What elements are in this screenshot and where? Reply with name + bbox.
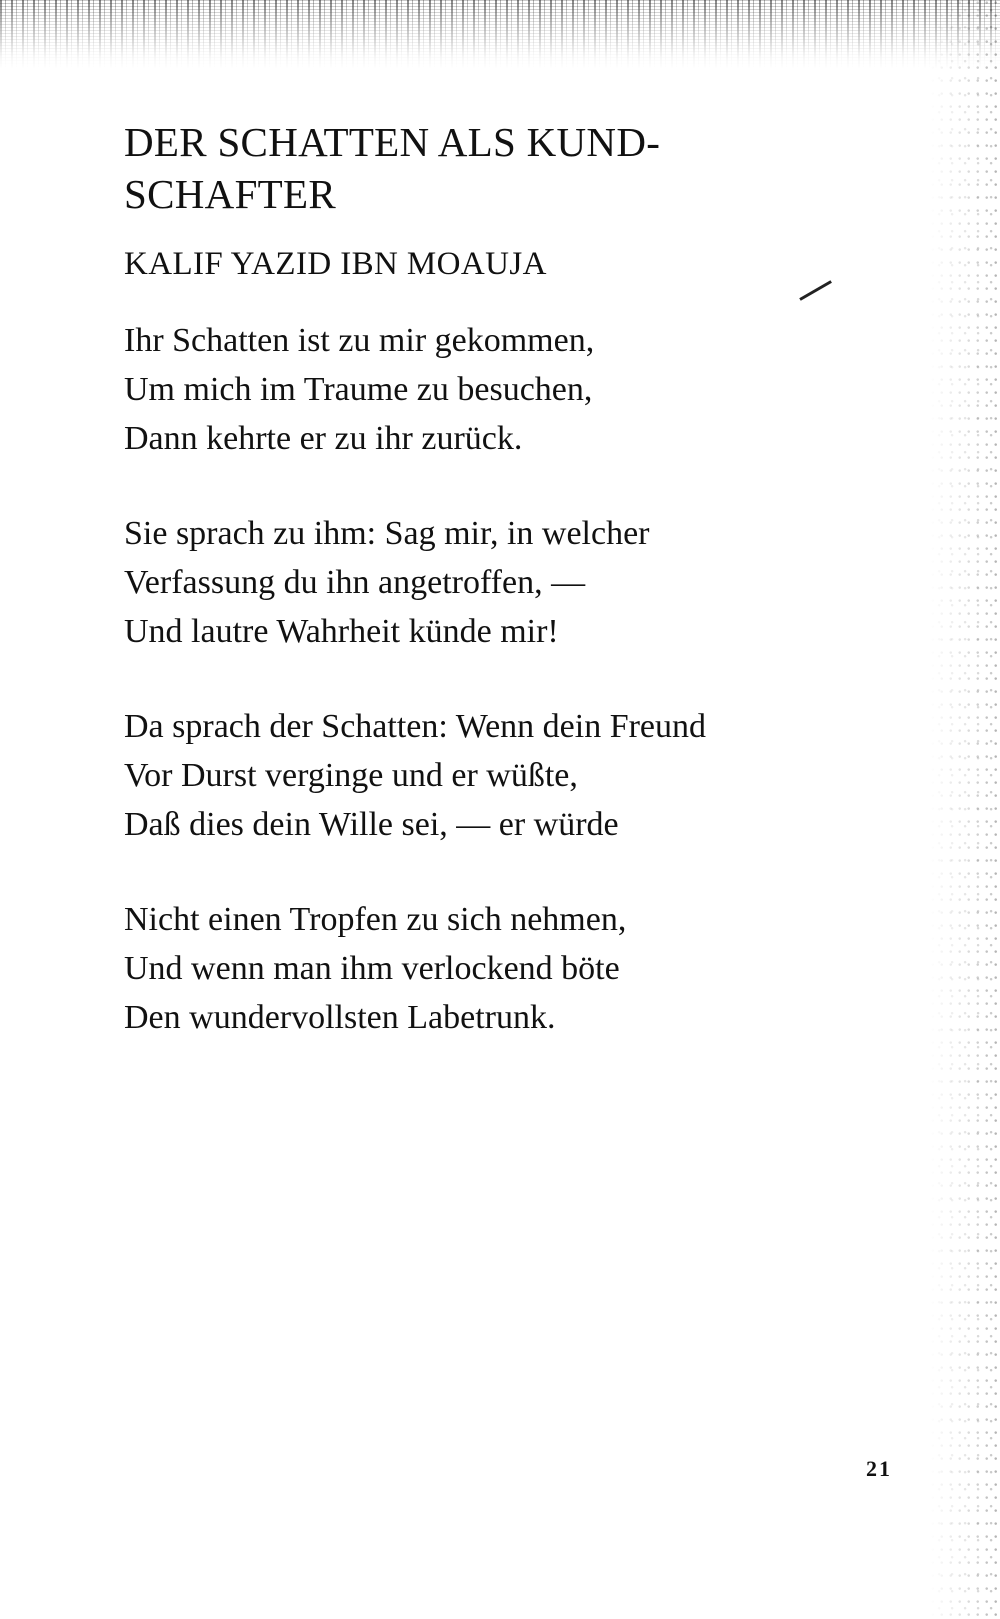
verse-line: Und lautre Wahrheit künde mir! bbox=[124, 613, 559, 650]
poem-title-line-2: SCHAFTER bbox=[124, 171, 337, 217]
scan-noise-top bbox=[0, 0, 1000, 70]
verse-line: Sie sprach zu ihm: Sag mir, in welcher bbox=[124, 515, 650, 552]
verse-line: Ihr Schatten ist zu mir gekommen, bbox=[124, 322, 595, 359]
stanza-4 bbox=[124, 895, 884, 1042]
pencil-mark bbox=[799, 280, 832, 301]
verse-line: Nicht einen Tropfen zu sich nehmen, bbox=[124, 901, 627, 938]
verse-line: Den wundervollsten Labetrunk. bbox=[124, 999, 556, 1036]
verse-line: Verfassung du ihn angetroffen, — bbox=[124, 564, 586, 601]
verse-line: Dann kehrte er zu ihr zurück. bbox=[124, 420, 523, 457]
stanza-2 bbox=[124, 509, 884, 656]
poem-title bbox=[124, 116, 660, 220]
poem-author: KALIF YAZID IBN MOAUJA bbox=[124, 246, 547, 282]
page-number: 21 bbox=[866, 1456, 892, 1481]
poem-title-line-1: DER SCHATTEN ALS KUND- bbox=[124, 119, 661, 165]
verse-line: Um mich im Traume zu besuchen, bbox=[124, 371, 593, 408]
verse-line: Daß dies dein Wille sei, — er würde bbox=[124, 806, 619, 843]
stanza-3 bbox=[124, 702, 884, 849]
verse-line: Vor Durst verginge und er wüßte, bbox=[124, 757, 578, 794]
verse-line: Da sprach der Schatten: Wenn dein Freund bbox=[124, 708, 707, 745]
verse-line: Und wenn man ihm verlockend böte bbox=[124, 950, 620, 987]
scan-noise-right bbox=[930, 0, 1000, 1619]
poem-body bbox=[124, 316, 884, 1088]
stanza-1 bbox=[124, 316, 884, 463]
